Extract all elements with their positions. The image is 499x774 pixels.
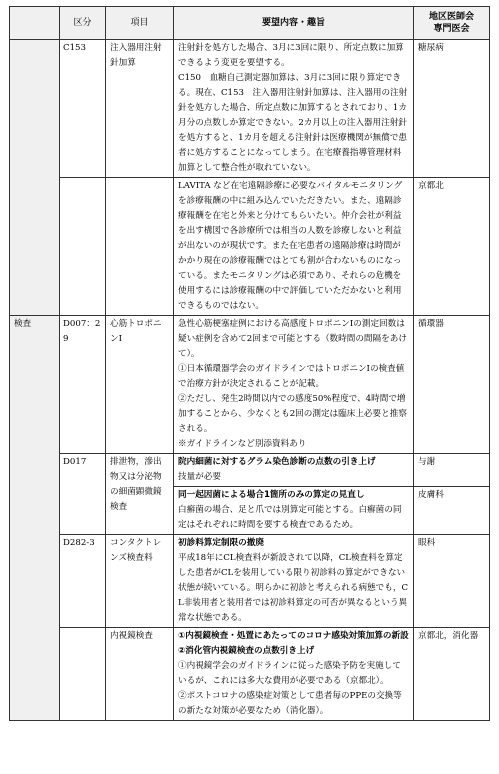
table-row <box>10 316 490 454</box>
content-heading: 院内細菌に対するグラム染色診断の点数の引き上げ <box>178 457 376 467</box>
content-cell <box>174 454 414 487</box>
content-cell <box>174 535 414 628</box>
content-text: ※ガイドラインなど別添資料あり <box>178 439 307 449</box>
content-cell <box>174 316 414 454</box>
request-table <box>9 6 490 721</box>
content-text: 白癬菌の場合、足と爪では別算定可能とする。白癬菌の同定はそれぞれに時間を要する検査であるため。 <box>178 505 402 530</box>
content-text: 注射針を処方した場合、3月に3回に限り、所定点数に加算できるよう変更を要望する。 <box>178 43 404 68</box>
content-text: ②ただし、発生2時間以内での感度50%程度で、4時間で増加することから、少なくとも2回の測定は臨床上必要と推察される。 <box>178 394 407 434</box>
table-row <box>10 628 490 721</box>
code-cell: D017 <box>60 454 106 535</box>
content-text: 平成18年にCL検査料が新設されて以降，CL検査料を算定した患者がCLを装用している限り初診料の算定ができない状態が続いている。明らかに初診と考えられる病態でも，CL非装用者と装用者では初診料算定の可否が異なるという異常な状態である。 <box>178 553 409 623</box>
code-cell <box>60 178 106 316</box>
header-row <box>10 7 490 40</box>
content-text: C150 血糖自己測定器加算は、3月に3回に限り算定できる。現在、C153 注入器用注射針加算は、注入器用の注射針を処方した場合、所定点数に加算するとされており、1カ月分の点数しか算定できない。2カ月以上の注入器用注射針を処方すると、1カ月を超える注射針は医療機関が無償で患者に処方することになってしまう。在宅療養指導管理材料加算として整合性が取れていない。 <box>178 73 408 173</box>
association-cell: 眼科 <box>414 535 490 628</box>
content-cell <box>174 628 414 721</box>
association-cell: 与謝 <box>414 454 490 487</box>
table-row <box>10 40 490 178</box>
header-content: 要望内容・趣旨 <box>174 7 414 40</box>
header-item: 項目 <box>106 7 174 40</box>
category-cell: 検査 <box>10 316 60 721</box>
code-cell: D007：29 <box>60 316 106 454</box>
item-cell: 内視鏡検査 <box>106 628 174 721</box>
table-row <box>10 454 490 487</box>
code-cell <box>60 628 106 721</box>
code-cell: C153 <box>60 40 106 178</box>
association-cell: 糖尿病 <box>414 40 490 178</box>
item-cell: 心筋トロポニンI <box>106 316 174 454</box>
header-association: 地区医師会 専門医会 <box>414 7 490 40</box>
content-cell <box>174 40 414 178</box>
content-text: ②ポストコロナの感染症対策として患者毎のPPEの交換等の新たな対策が必要なため（消化器）。 <box>178 691 402 716</box>
association-cell: 循環器 <box>414 316 490 454</box>
item-cell: コンタクトレンズ検査料 <box>106 535 174 628</box>
content-heading: 同一起因菌による場合1箇所のみの算定の見直し <box>178 490 365 500</box>
association-cell: 京都北，消化器 <box>414 628 490 721</box>
table-row <box>10 178 490 316</box>
content-text: 急性心筋梗塞症例における高感度トロポニンIの測定回数は疑い症例を含めて2回まで可能とする（数時間の間隔をあけて）。 <box>178 319 407 359</box>
item-cell <box>106 178 174 316</box>
content-heading: 初診料算定制限の撤廃 <box>178 538 264 548</box>
category-cell <box>10 40 60 316</box>
content-text: LAVITA など在宅遠隔診療に必要なバイタルモニタリングを診療報酬の中に組み込んでいただきたい。また、遠隔診療報酬を在宅と外来と分けてもらいたい。仲介会社が利益を出す構図で各診療所では相当の人数を診療しないと利益が出ないのが現状です。また在宅患者の遠隔診療は時間がかかり現在の診療報酬ではとても割が合わないものになっている。またモニタリングは必須であり、それらの危機を使用するには診療報酬の中で評価していただかないと利用できるものではない。 <box>178 181 403 311</box>
association-cell: 皮膚科 <box>414 487 490 535</box>
header-category <box>10 7 60 40</box>
association-cell: 京都北 <box>414 178 490 316</box>
table-row <box>10 535 490 628</box>
content-heading: ①内視鏡検査・処置にあたってのコロナ感染対策加算の新設②消化管内視鏡検査の点数引き上げ <box>178 631 409 656</box>
content-text: ①内視鏡学会のガイドラインに従った感染予防を実施しているが、これには多大な費用が必要である（京都北）。 <box>178 661 401 686</box>
content-text: 技量が必要 <box>178 472 221 482</box>
item-cell: 排泄物，滲出物又は分泌物の細菌顕微鏡検査 <box>106 454 174 535</box>
item-cell: 注入器用注射針加算 <box>106 40 174 178</box>
code-cell: D282-3 <box>60 535 106 628</box>
content-cell <box>174 487 414 535</box>
header-code: 区分 <box>60 7 106 40</box>
content-cell <box>174 178 414 316</box>
content-text: ①日本循環器学会のガイドラインではトロポニンIの検査値で治療方針が決定されることが記載。 <box>178 364 405 389</box>
